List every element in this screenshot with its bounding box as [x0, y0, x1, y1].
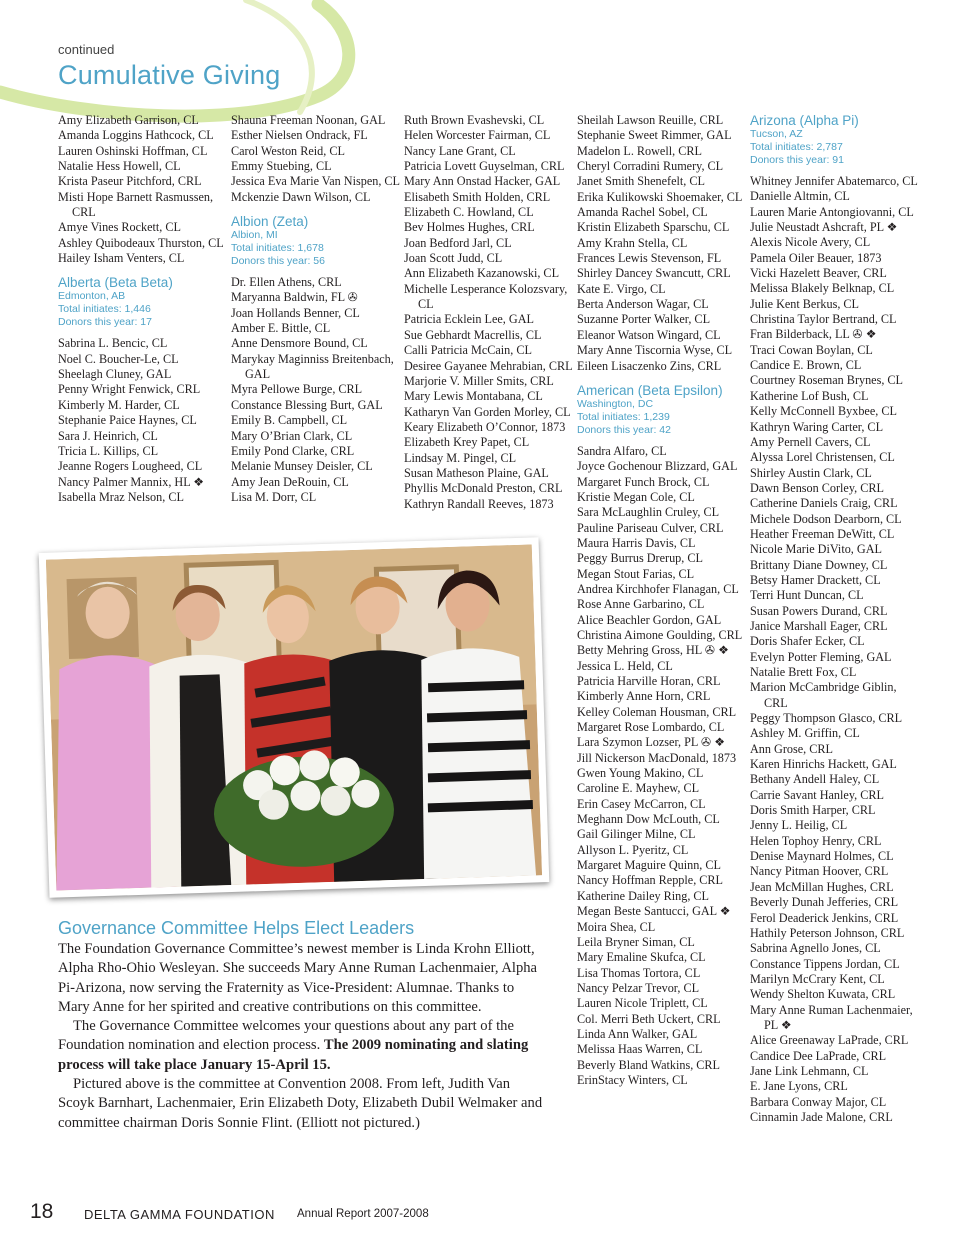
donor-name: Bev Holmes Hughes, CRL	[404, 220, 535, 235]
donor-name: Sabrina L. Bencic, CL	[58, 336, 168, 351]
donor-name: Traci Cowan Boylan, CL	[750, 342, 873, 357]
donor-name: Natalie Hess Howell, CL	[58, 159, 181, 174]
donor-name: Courtney Roseman Brynes, CL	[750, 373, 904, 388]
donor-name: Alice Greenaway LaPrade, CRL	[750, 1033, 909, 1048]
donor-name: Marykay Maginniss Breitenbach, GAL	[231, 351, 394, 382]
donor-name: Isabella Mraz Nelson, CL	[58, 489, 184, 504]
chapter-header	[750, 113, 922, 167]
donor-name: Lauren Marie Antongiovanni, CL	[750, 204, 914, 219]
donor-name: Christina Aimone Goulding, CRL	[577, 627, 743, 642]
donor-name: Ann Elizabeth Kazanowski, CL	[404, 266, 560, 281]
donor-name: Wendy Shelton Kuwata, CRL	[750, 987, 896, 1002]
donor-name: Pauline Pariseau Culver, CRL	[577, 520, 724, 535]
chapter-name: Albion (Zeta)	[231, 214, 309, 230]
donor-name: Marilyn McCrary Kent, CL	[750, 971, 885, 986]
chapter-name: Arizona (Alpha Pi)	[750, 113, 859, 128]
donor-name: Natalie Brett Fox, CL	[750, 665, 857, 679]
donor-name: Mary Emaline Skufca, CL	[577, 950, 706, 965]
donor-name: Margaret Funch Brock, CL	[577, 474, 710, 489]
donor-name: Nicole Marie DiVito, GAL	[750, 542, 882, 557]
donor-name: Susan Matheson Plaine, GAL	[404, 465, 549, 480]
chapter-total-initiates: Total initiates: 1,678	[231, 242, 324, 255]
donor-name: Julie Kent Berkus, CL	[750, 296, 859, 311]
donor-name: Joyce Gochenour Blizzard, GAL	[577, 459, 738, 474]
donor-name: Michelle Lesperance Kolozsvary, CL	[404, 281, 568, 312]
donor-name: Kristie Megan Cole, CL	[577, 489, 695, 504]
donor-name: Emmy Stuebing, CL	[231, 159, 332, 174]
donor-name: Amye Vines Rockett, CL	[58, 220, 181, 235]
donor-name: Carol Weston Reid, CL	[231, 143, 345, 158]
donor-name: Megan Stout Farias, CL	[577, 566, 695, 581]
donor-name: Katharyn Van Gorden Morley, CL	[404, 404, 571, 419]
donor-name: Misti Hope Barnett Rasmussen, CRL	[58, 189, 214, 220]
donor-name: Gwen Young Makino, CL	[577, 766, 704, 781]
donor-name: Christina Taylor Bertrand, CL	[750, 312, 897, 327]
donor-name: Betsy Hamer Drackett, CL	[750, 572, 881, 587]
governance-paragraph-2-text: The Governance Committee welcomes your questions about any part of the Foundation nomination and election process.	[58, 1018, 514, 1054]
donor-name: Kathryn Randall Reeves, 1873	[404, 496, 554, 511]
continued-label: continued	[58, 42, 115, 57]
donor-name: Kathryn Waring Carter, CL	[750, 419, 884, 434]
donor-name: Kimberly M. Harder, CL	[58, 397, 180, 412]
donor-name: Keary Elizabeth O’Connor, 1873	[404, 419, 566, 434]
donor-name: Meghann Dow McLouth, CL	[577, 812, 720, 827]
chapter-header	[58, 275, 230, 329]
donor-name: Patricia Harville Horan, CRL	[577, 674, 721, 688]
donor-column-2	[231, 113, 403, 505]
donor-name: Janice Marshall Eager, CRL	[750, 618, 888, 633]
donor-name: Dr. Ellen Athens, CRL	[231, 275, 342, 290]
donor-name: Caroline E. Mayhew, CL	[577, 781, 700, 796]
donor-name: Jeanne Rogers Lougheed, CL	[58, 459, 203, 474]
donor-name: Lindsay M. Pingel, CL	[404, 450, 517, 465]
donor-name: Ruth Brown Evashevski, CL	[404, 113, 545, 127]
donor-name: Marion McCambridge Giblin, CRL	[750, 680, 897, 710]
donor-name: Doris Smith Harper, CRL	[750, 803, 876, 818]
donor-name: Mary Anne Tiscornia Wyse, CL	[577, 343, 733, 358]
donor-name: Ann Grose, CRL	[750, 741, 833, 756]
donor-name: Alyssa Lorel Christensen, CL	[750, 450, 895, 465]
donor-name: Amy Elizabeth Garrison, CL	[58, 113, 199, 127]
donor-name: Lara Szymon Lozser, PL ✇ ❖	[577, 735, 726, 750]
donor-name: Alice Beachler Gordon, GAL	[577, 612, 722, 627]
donor-name: Candice Dee LaPrade, CRL	[750, 1048, 887, 1063]
governance-paragraph-2	[58, 1017, 548, 1075]
donor-name: Eileen Lisaczenko Zins, CRL	[577, 358, 722, 373]
chapter-location: Washington, DC	[577, 397, 654, 410]
footer-org-name: DELTA GAMMA FOUNDATION	[84, 1207, 275, 1222]
donor-name: Lisa M. Dorr, CL	[231, 489, 317, 504]
donor-name: Krista Paseur Pitchford, CRL	[58, 174, 202, 189]
donor-name: Jessica L. Held, CL	[577, 658, 673, 673]
donor-name: Michele Dodson Dearborn, CL	[750, 511, 902, 526]
committee-photo	[39, 537, 550, 898]
donor-name: Vicki Hazelett Beaver, CRL	[750, 266, 887, 281]
chapter-name: American (Beta Epsilon)	[577, 382, 723, 398]
donor-name: Danielle Altmin, CL	[750, 189, 850, 204]
donor-name: Marjorie V. Miller Smits, CRL	[404, 373, 554, 388]
donor-name: Emily B. Campbell, CL	[231, 413, 348, 428]
donor-name: Shirley Dancey Swancutt, CRL	[577, 266, 731, 281]
donor-name: Jane Link Lehmann, CL	[750, 1063, 869, 1078]
donor-name: Anne Densmore Bound, CL	[231, 336, 368, 351]
donor-name: Betty Mehring Gross, HL ✇ ❖	[577, 643, 730, 658]
donor-name: Ferol Deaderick Jenkins, CRL	[750, 910, 899, 925]
donor-name: Karen Hinrichs Hackett, GAL	[750, 757, 897, 772]
donor-name: Myra Pellowe Burge, CRL	[231, 382, 363, 397]
donor-name: Mckenzie Dawn Wilson, CL	[231, 189, 371, 204]
page-number: 18	[30, 1200, 54, 1223]
donor-name: Kelly McConnell Byxbee, CL	[750, 404, 897, 419]
donor-column-4	[577, 113, 749, 1088]
donor-name: Elisabeth Smith Holden, CRL	[404, 189, 551, 204]
donor-name: Mary Anne Ruman Lachenmaier, PL ❖	[750, 1002, 913, 1032]
donor-name: Erika Kulikowski Shoemaker, CL	[577, 189, 743, 204]
donor-name: Peggy Thompson Glasco, CRL	[750, 711, 903, 726]
donor-name: Sandra Alfaro, CL	[577, 443, 667, 458]
governance-paragraph-2-bold: The 2009 nominating and slating process will take place January 15-April 15.	[58, 1037, 529, 1073]
chapter-donors-count: Donors this year: 42	[577, 423, 671, 436]
donor-column-1	[58, 113, 230, 505]
donor-name: Mary Lewis Montabana, CL	[404, 389, 543, 404]
committee-photo-image	[46, 544, 542, 890]
donor-name: Melissa Blakely Belknap, CL	[750, 281, 895, 296]
donor-name: Evelyn Potter Fleming, GAL	[750, 649, 892, 664]
donor-name: Nancy Pitman Hoover, CRL	[750, 864, 889, 879]
donor-name: Ashley M. Griffin, CL	[750, 726, 860, 741]
page-title: Cumulative Giving	[58, 60, 281, 90]
donor-name: Doris Shafer Ecker, CL	[750, 634, 865, 649]
donor-name: Katherine Dailey Ring, CL	[577, 888, 709, 903]
donor-name: Shirley Austin Clark, CL	[750, 465, 872, 480]
donor-name: Shauna Freeman Noonan, GAL	[231, 113, 386, 127]
donor-name: Beverly Dunah Jefferies, CRL	[750, 895, 899, 910]
donor-name: Carrie Savant Hanley, CRL	[750, 787, 884, 802]
donor-name: Joan Scott Judd, CL	[404, 251, 503, 266]
governance-paragraph-3: Pictured above is the committee at Convention 2008. From left, Judith Van Scoyk Barnhart, Lachenmaier, Erin Elizabeth Doty, Elizabeth Dubil Welmaker and committee chairman Doris Sonnie Flint. (Elliott not pictured.)	[58, 1076, 543, 1131]
donor-name: Joan Hollands Benner, CL	[231, 305, 360, 320]
chapter-location: Tucson, AZ	[750, 128, 803, 140]
donor-name: Nancy Pelzar Trevor, CL	[577, 980, 700, 995]
governance-article	[58, 940, 548, 1133]
donor-name: Margaret Maguire Quinn, CL	[577, 858, 721, 873]
donor-name: Dawn Benson Corley, CRL	[750, 480, 884, 495]
donor-name: Cheryl Corradini Rumery, CL	[577, 159, 724, 174]
donor-column-5	[750, 113, 922, 1125]
donor-column-3	[404, 113, 576, 512]
donor-name: Nancy Hoffman Repple, CRL	[577, 873, 723, 888]
donor-name: Kelley Coleman Housman, CRL	[577, 704, 737, 719]
donor-name: Nancy Palmer Mannix, HL ❖	[58, 474, 205, 489]
donor-name: Janet Smith Shenefelt, CL	[577, 174, 705, 189]
donor-name: Desiree Gayanee Mehrabian, CRL	[404, 358, 573, 373]
donor-name: Stephanie Sweet Rimmer, GAL	[577, 128, 732, 143]
chapter-donors-count: Donors this year: 91	[750, 154, 844, 166]
donor-name: Stephanie Paice Haynes, CL	[58, 413, 197, 428]
donor-name: Constance Blessing Burt, GAL	[231, 397, 383, 412]
donor-name: Ashley Quibodeaux Thurston, CL	[58, 235, 224, 250]
donor-name: Maura Harris Davis, CL	[577, 535, 696, 550]
donor-name: Denise Maynard Holmes, CL	[750, 849, 894, 864]
donor-name: Julie Neustadt Ashcraft, PL ❖	[750, 220, 898, 235]
donor-name: Lauren Nicole Triplett, CL	[577, 996, 708, 1011]
donor-name: Brittany Diane Downey, CL	[750, 557, 888, 572]
donor-name: Elizabeth C. Howland, CL	[404, 205, 534, 220]
donor-name: Noel C. Boucher-Le, CL	[58, 351, 179, 366]
chapter-header	[577, 383, 749, 437]
donor-name: Hathily Peterson Johnson, CRL	[750, 925, 905, 940]
donor-name: Kristin Elizabeth Sparschu, CL	[577, 220, 730, 235]
donor-name: Sue Gebhardt Macrellis, CL	[404, 327, 542, 342]
governance-heading: Governance Committee Helps Elect Leaders	[58, 918, 415, 938]
donor-name: Patricia Lovett Guyselman, CRL	[404, 159, 565, 174]
donor-name: Elizabeth Krey Papet, CL	[404, 435, 530, 450]
donor-name: Eleanor Watson Wingard, CL	[577, 327, 721, 342]
donor-name: Candice E. Brown, CL	[750, 358, 862, 373]
donor-name: Lisa Thomas Tortora, CL	[577, 965, 701, 980]
donor-name: Bethany Andell Haley, CL	[750, 772, 880, 787]
donor-name: Kimberly Anne Horn, CRL	[577, 689, 711, 704]
donor-name: Melissa Haas Warren, CL	[577, 1042, 703, 1057]
donor-name: Suzanne Porter Walker, CL	[577, 312, 711, 327]
donor-name: Gail Gilinger Milne, CL	[577, 827, 696, 842]
chapter-donors-count: Donors this year: 56	[231, 255, 325, 268]
donor-name: Jean McMillan Hughes, CRL	[750, 879, 894, 894]
donor-name: Mary O’Brian Clark, CL	[231, 428, 353, 443]
donor-name: Frances Lewis Stevenson, FL	[577, 251, 722, 266]
donor-name: Hailey Isham Venters, CL	[58, 251, 185, 266]
donor-name: Emily Pond Clarke, CRL	[231, 443, 355, 458]
chapter-donors-count: Donors this year: 17	[58, 316, 152, 329]
donor-name: Jenny L. Heilig, CL	[750, 818, 848, 833]
donor-name: Amy Jean DeRouin, CL	[231, 474, 349, 489]
chapter-total-initiates: Total initiates: 1,446	[58, 303, 151, 316]
donor-name: Col. Merri Beth Uckert, CRL	[577, 1011, 721, 1026]
donor-name: Catherine Daniels Craig, CRL	[750, 496, 898, 511]
donor-name: Constance Tippens Jordan, CL	[750, 956, 900, 971]
chapter-location: Albion, MI	[231, 229, 278, 242]
chapter-name: Alberta (Beta Beta)	[58, 275, 173, 291]
donor-name: Whitney Jennifer Abatemarco, CL	[750, 174, 918, 188]
donor-name: Esther Nielsen Ondrack, FL	[231, 128, 368, 143]
donor-name: Helen Worcester Fairman, CL	[404, 128, 551, 143]
chapter-total-initiates: Total initiates: 2,787	[750, 141, 843, 153]
donor-name: Kate E. Virgo, CL	[577, 281, 666, 296]
donor-name: Berta Anderson Wagar, CL	[577, 297, 709, 312]
donor-name: Nancy Lane Grant, CL	[404, 143, 516, 158]
donor-name: Alexis Nicole Avery, CL	[750, 235, 871, 250]
donor-name: Terri Hunt Duncan, CL	[750, 588, 864, 603]
donor-name: Madelon L. Rowell, CRL	[577, 143, 702, 158]
donor-name: Phyllis McDonald Preston, CRL	[404, 481, 563, 496]
chapter-location: Edmonton, AB	[58, 290, 126, 303]
donor-name: ErinStacy Winters, CL	[577, 1072, 688, 1087]
donor-name: Amanda Loggins Hathcock, CL	[58, 128, 214, 143]
donor-name: Penny Wright Fenwick, CRL	[58, 382, 201, 397]
donor-name: Sabrina Agnello Jones, CL	[750, 941, 881, 956]
governance-paragraph-1: The Foundation Governance Committee’s newest member is Linda Krohn Elliott, Alpha Rho-Ohio Wesleyan. She succeeds Mary Anne Ruman Lachenmaier, Alpha Pi-Arizona, now serving the Fraternity as Vice-President: Alumnae. Thanks to Mary Anne for her spirited and creative contributions on this committee.	[58, 941, 538, 1015]
donor-name: Helen Tophoy Henry, CRL	[750, 833, 882, 848]
donor-name: Sara J. Heinrich, CL	[58, 428, 158, 443]
chapter-header	[231, 214, 403, 268]
donor-name: Mary Ann Onstad Hacker, GAL	[404, 174, 561, 189]
donor-name: Pamela Oiler Beauer, 1873	[750, 250, 882, 265]
donor-name: Tricia L. Killips, CL	[58, 443, 159, 458]
donor-name: Melanie Munsey Deisler, CL	[231, 459, 373, 474]
donor-name: Moira Shea, CL	[577, 919, 656, 934]
donor-name: Maryanna Baldwin, FL ✇	[231, 290, 358, 305]
donor-name: Susan Powers Durand, CRL	[750, 603, 888, 618]
donor-name: Amy Pernell Cavers, CL	[750, 434, 871, 449]
donor-name: Fran Bilderback, LL ✇ ❖	[750, 327, 877, 342]
footer-report-name: Annual Report 2007-2008	[297, 1208, 429, 1220]
donor-name: E. Jane Lyons, CRL	[750, 1079, 848, 1094]
chapter-total-initiates: Total initiates: 1,239	[577, 410, 670, 423]
donor-name: Sara McLaughlin Cruley, CL	[577, 505, 720, 520]
donor-name: Lauren Oshinski Hoffman, CL	[58, 143, 208, 158]
donor-name: Andrea Kirchhofer Flanagan, CL	[577, 581, 739, 596]
donor-name: Leila Bryner Siman, CL	[577, 934, 695, 949]
donor-name: Amanda Rachel Sobel, CL	[577, 205, 708, 220]
donor-name: Jill Nickerson MacDonald, 1873	[577, 750, 737, 765]
donor-name: Katherine Lof Bush, CL	[750, 388, 869, 403]
donor-name: Rose Anne Garbarino, CL	[577, 597, 705, 612]
donor-name: Margaret Rose Lombardo, CL	[577, 720, 725, 735]
donor-name: Megan Beste Santucci, GAL ❖	[577, 904, 731, 919]
donor-name: Erin Casey McCarron, CL	[577, 796, 706, 811]
donor-name: Amber E. Bittle, CL	[231, 321, 331, 336]
donor-name: Barbara Conway Major, CL	[750, 1094, 887, 1109]
donor-name: Peggy Burrus Drerup, CL	[577, 551, 703, 566]
donor-name: Heather Freeman DeWitt, CL	[750, 526, 895, 541]
donor-name: Linda Ann Walker, GAL	[577, 1026, 698, 1041]
donor-name: Joan Bedford Jarl, CL	[404, 235, 512, 250]
donor-name: Allyson L. Pyeritz, CL	[577, 842, 689, 857]
donor-name: Jessica Eva Marie Van Nispen, CL	[231, 174, 401, 189]
donor-name: Cinnamin Jade Malone, CRL	[750, 1109, 893, 1124]
donor-name: Patricia Ecklein Lee, GAL	[404, 312, 534, 327]
donor-name: Sheilah Lawson Reuille, CRL	[577, 113, 724, 127]
donor-name: Amy Krahn Stella, CL	[577, 235, 688, 250]
donor-name: Sheelagh Cluney, GAL	[58, 367, 172, 382]
donor-name: Calli Patricia McCain, CL	[404, 343, 532, 358]
donor-name: Beverly Bland Watkins, CRL	[577, 1057, 720, 1072]
